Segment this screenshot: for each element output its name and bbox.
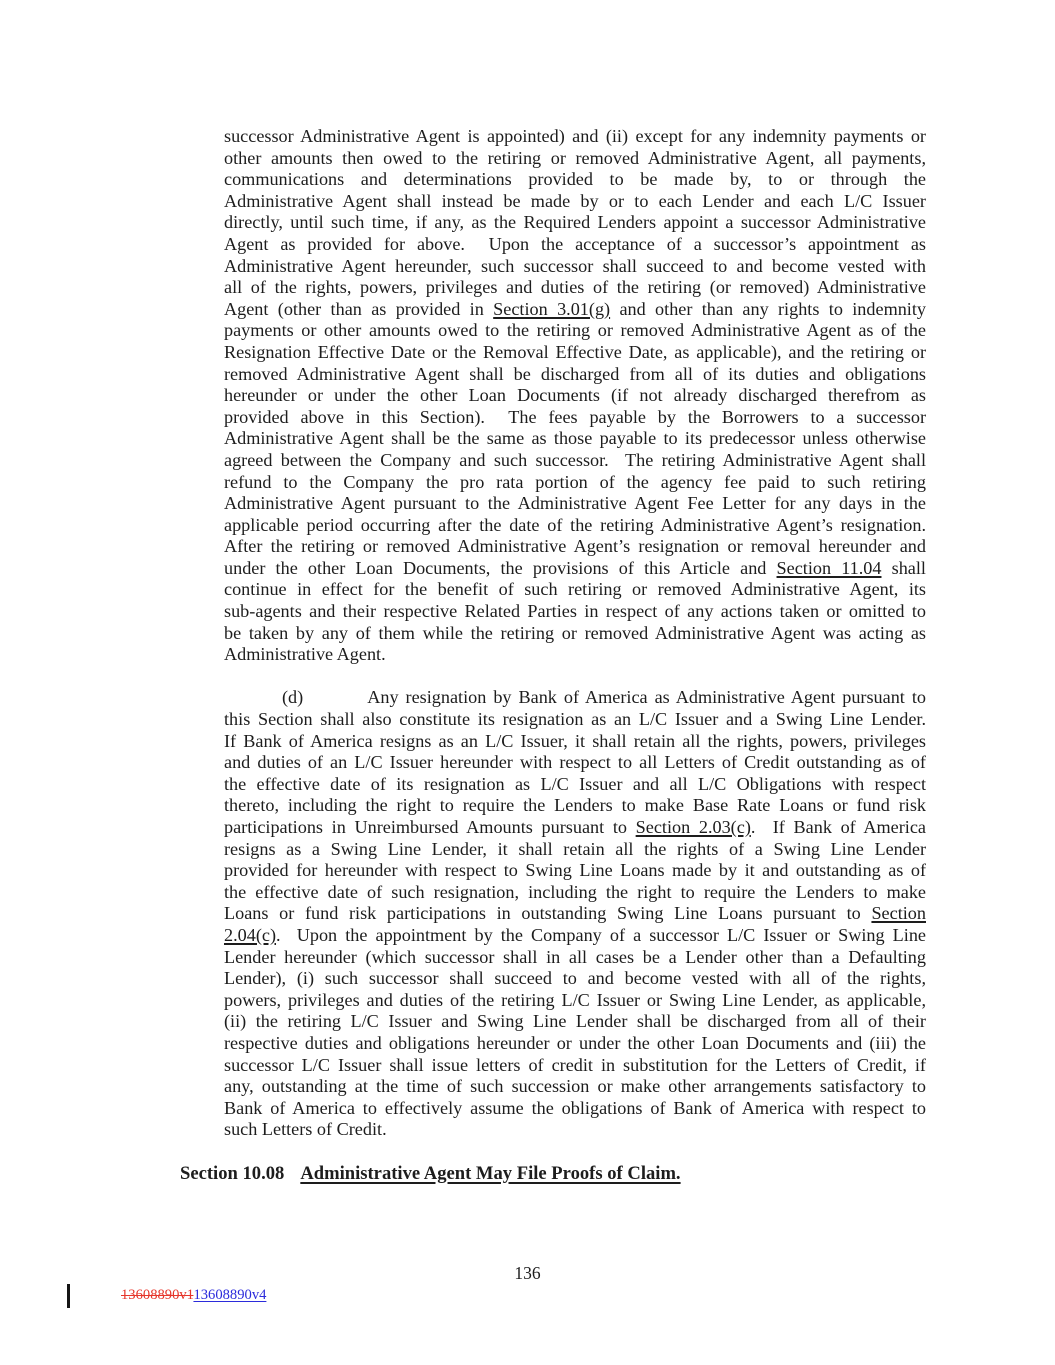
text-run: all of the rights, powers, privileges and duties of the retiring (or removed) Administrative bbox=[224, 277, 926, 298]
text-line bbox=[224, 1011, 926, 1033]
text-run: applicable period occurring after the date of the retiring Administrative Agent’s resignation. bbox=[224, 514, 926, 535]
text-run: (ii) the retiring L/C Issuer and Swing Line Lender shall be discharged from all of their bbox=[224, 1011, 926, 1032]
paragraph-continuation bbox=[224, 126, 926, 666]
text-run: this Section shall also constitute its resignation as an L/C Issuer and a Swing Line Lender. bbox=[224, 709, 926, 730]
text-line bbox=[224, 428, 926, 450]
text-line bbox=[224, 450, 926, 472]
text-line bbox=[224, 752, 926, 774]
text-line bbox=[224, 925, 926, 947]
text-run: and duties of an L/C Issuer hereunder with respect to all Letters of Credit outstanding as of bbox=[224, 752, 926, 773]
text-line bbox=[224, 601, 926, 623]
text-line bbox=[224, 860, 926, 882]
text-run: . If Bank of America bbox=[750, 817, 926, 837]
text-run: agreed between the Company and such successor. The retiring Administrative Agent shall bbox=[224, 449, 926, 470]
text-line bbox=[224, 947, 926, 969]
text-run: Administrative Agent shall be the same as those payable to its predecessor unless otherwise bbox=[224, 428, 926, 449]
text-line bbox=[224, 191, 926, 213]
text-run: powers, privileges and duties of the retiring L/C Issuer or Swing Line Lender, as applicable, bbox=[224, 989, 926, 1010]
text-line bbox=[224, 472, 926, 494]
section-reference: Section bbox=[871, 903, 926, 924]
text-line bbox=[224, 1055, 926, 1077]
inserted-version: 13608890v4 bbox=[193, 1287, 267, 1303]
text-run: directly, until such time, if any, as the Required Lenders appoint a successor Administrative bbox=[224, 212, 926, 233]
text-run: . Upon the appointment by the Company of a successor L/C Issuer or Swing Line bbox=[276, 924, 926, 945]
text-line bbox=[224, 536, 926, 558]
text-line bbox=[224, 1076, 926, 1098]
text-run: continue in effect for the benefit of such retiring or removed Administrative Agent, its bbox=[224, 579, 926, 600]
text-run: Administrative Agent shall instead be made by or to each Lender and each L/C Issuer bbox=[224, 190, 926, 211]
text-run: sub-agents and their respective Related Parties in respect of any actions taken or omitted to bbox=[224, 601, 926, 622]
text-run: the effective date of such resignation, including the right to require the Lenders to make bbox=[224, 881, 926, 902]
text-run: Administrative Agent hereunder, such successor shall succeed to and become vested with bbox=[224, 255, 926, 276]
text-run: Lender hereunder (which successor shall in all cases be a Lender other than a Defaulting bbox=[224, 946, 926, 967]
text-run: If Bank of America resigns as an L/C Issuer, it shall retain all the rights, powers, privileges bbox=[224, 730, 926, 751]
text-run: be taken by any of them while the retiring or removed Administrative Agent was acting as bbox=[224, 622, 926, 643]
text-run: and other than any rights to indemnity bbox=[610, 298, 926, 319]
text-line bbox=[224, 731, 926, 753]
text-line bbox=[224, 687, 926, 709]
text-run: (d) bbox=[282, 687, 304, 708]
text-line bbox=[224, 234, 926, 256]
body-text bbox=[180, 126, 926, 1185]
text-line bbox=[224, 148, 926, 170]
text-line bbox=[224, 493, 926, 515]
section-heading bbox=[180, 1163, 926, 1185]
text-run: any, outstanding at the time of such succession or make other arrangements satisfactory to bbox=[224, 1076, 926, 1097]
text-run: resigns as a Swing Line Lender, it shall retain all the rights of a Swing Line Lender bbox=[224, 838, 926, 859]
section-reference: Section 2.03(c) bbox=[635, 817, 751, 837]
page-number: 136 bbox=[514, 1263, 541, 1283]
text-run: Agent (other than as provided in bbox=[224, 298, 494, 319]
text-line bbox=[224, 212, 926, 234]
text-run: successor Administrative Agent is appointed) and (ii) except for any indemnity payments or bbox=[224, 126, 926, 146]
text-run: After the retiring or removed Administrative Agent’s resignation or removal hereunder and bbox=[224, 536, 926, 557]
text-line bbox=[224, 515, 926, 537]
text-run: thereto, including the right to require the Lenders to make Base Rate Loans or fund risk bbox=[224, 795, 926, 816]
text-line bbox=[224, 774, 926, 796]
text-line bbox=[224, 795, 926, 817]
text-line bbox=[224, 407, 926, 429]
text-run: successor L/C Issuer shall issue letters of credit in substitution for the Letters of Credit, if bbox=[224, 1054, 926, 1075]
text-run: hereunder or under the other Loan Documents (if not already discharged therefrom as bbox=[224, 385, 926, 406]
section-number: Section 10.08 bbox=[180, 1162, 285, 1184]
section-reference: Section 3.01(g) bbox=[493, 298, 611, 319]
text-line bbox=[224, 126, 926, 148]
text-line bbox=[224, 968, 926, 990]
text-run: Agent as provided for above. Upon the acceptance of a successor’s appointment as bbox=[224, 233, 926, 254]
text-run: participations in Unreimbursed Amounts pursuant to bbox=[224, 817, 636, 837]
text-line bbox=[224, 1119, 926, 1141]
text-run: Lender), (i) such successor shall succeed to and become vested with all of the rights, bbox=[224, 968, 926, 989]
text-run: such Letters of Credit. bbox=[224, 1119, 387, 1140]
paragraph-d bbox=[224, 687, 926, 1140]
paragraphs bbox=[224, 126, 926, 1141]
text-run: provided above in this Section). The fees payable by the Borrowers to a successor bbox=[224, 406, 926, 427]
text-line bbox=[224, 364, 926, 386]
text-line bbox=[224, 839, 926, 861]
text-run: provided for hereunder with respect to Swing Line Loans made by it and outstanding as of bbox=[224, 860, 926, 881]
text-run: removed Administrative Agent shall be discharged from all of its duties and obligations bbox=[224, 363, 926, 384]
text-line bbox=[224, 558, 926, 580]
text-line bbox=[224, 817, 926, 839]
change-bar bbox=[67, 1284, 70, 1308]
text-line bbox=[224, 169, 926, 191]
text-line bbox=[224, 277, 926, 299]
text-line bbox=[224, 709, 926, 731]
text-line bbox=[224, 623, 926, 645]
text-line bbox=[224, 342, 926, 364]
text-run: Administrative Agent pursuant to the Administrative Agent Fee Letter for any days in the bbox=[224, 493, 926, 514]
text-run: respective duties and obligations hereunder or under the other Loan Documents and (iii) the bbox=[224, 1032, 926, 1053]
text-run: Bank of America to effectively assume the obligations of Bank of America with respect to bbox=[224, 1097, 926, 1118]
text-line bbox=[224, 644, 926, 666]
section-title: Administrative Agent May File Proofs of Claim. bbox=[300, 1162, 681, 1184]
text-run: shall bbox=[881, 557, 926, 578]
deleted-version: 13608890v1 bbox=[121, 1287, 194, 1303]
text-run: payments or other amounts owed to the retiring or removed Administrative Agent as of the bbox=[224, 320, 926, 341]
text-line bbox=[224, 299, 926, 321]
text-run: refund to the Company the pro rata portion of the agency fee paid to such retiring bbox=[224, 471, 926, 492]
text-run: other amounts then owed to the retiring or removed Administrative Agent, all payments, bbox=[224, 147, 926, 168]
text-run: Administrative Agent. bbox=[224, 644, 386, 665]
text-line bbox=[224, 320, 926, 342]
text-line bbox=[224, 385, 926, 407]
text-line bbox=[224, 882, 926, 904]
section-reference: Section 11.04 bbox=[776, 557, 882, 578]
document-version-stamp bbox=[121, 1286, 266, 1304]
text-run: the effective date of its resignation as L/C Issuer and all L/C Obligations with respect bbox=[224, 773, 926, 794]
text-line bbox=[224, 990, 926, 1012]
section-reference: 2.04(c) bbox=[224, 924, 277, 945]
text-line bbox=[224, 256, 926, 278]
text-run: Loans or fund risk participations in outstanding Swing Line Loans pursuant to bbox=[224, 903, 872, 924]
text-line bbox=[224, 903, 926, 925]
text-line bbox=[224, 579, 926, 601]
text-run: under the other Loan Documents, the provisions of this Article and bbox=[224, 557, 777, 578]
text-run: Resignation Effective Date or the Removal Effective Date, as applicable), and the retiring or bbox=[224, 341, 926, 362]
text-run: communications and determinations provided to be made by, to or through the bbox=[224, 169, 926, 190]
text-line bbox=[224, 1033, 926, 1055]
text-line bbox=[224, 1098, 926, 1120]
text-run: Any resignation by Bank of America as Administrative Agent pursuant to bbox=[367, 687, 926, 708]
